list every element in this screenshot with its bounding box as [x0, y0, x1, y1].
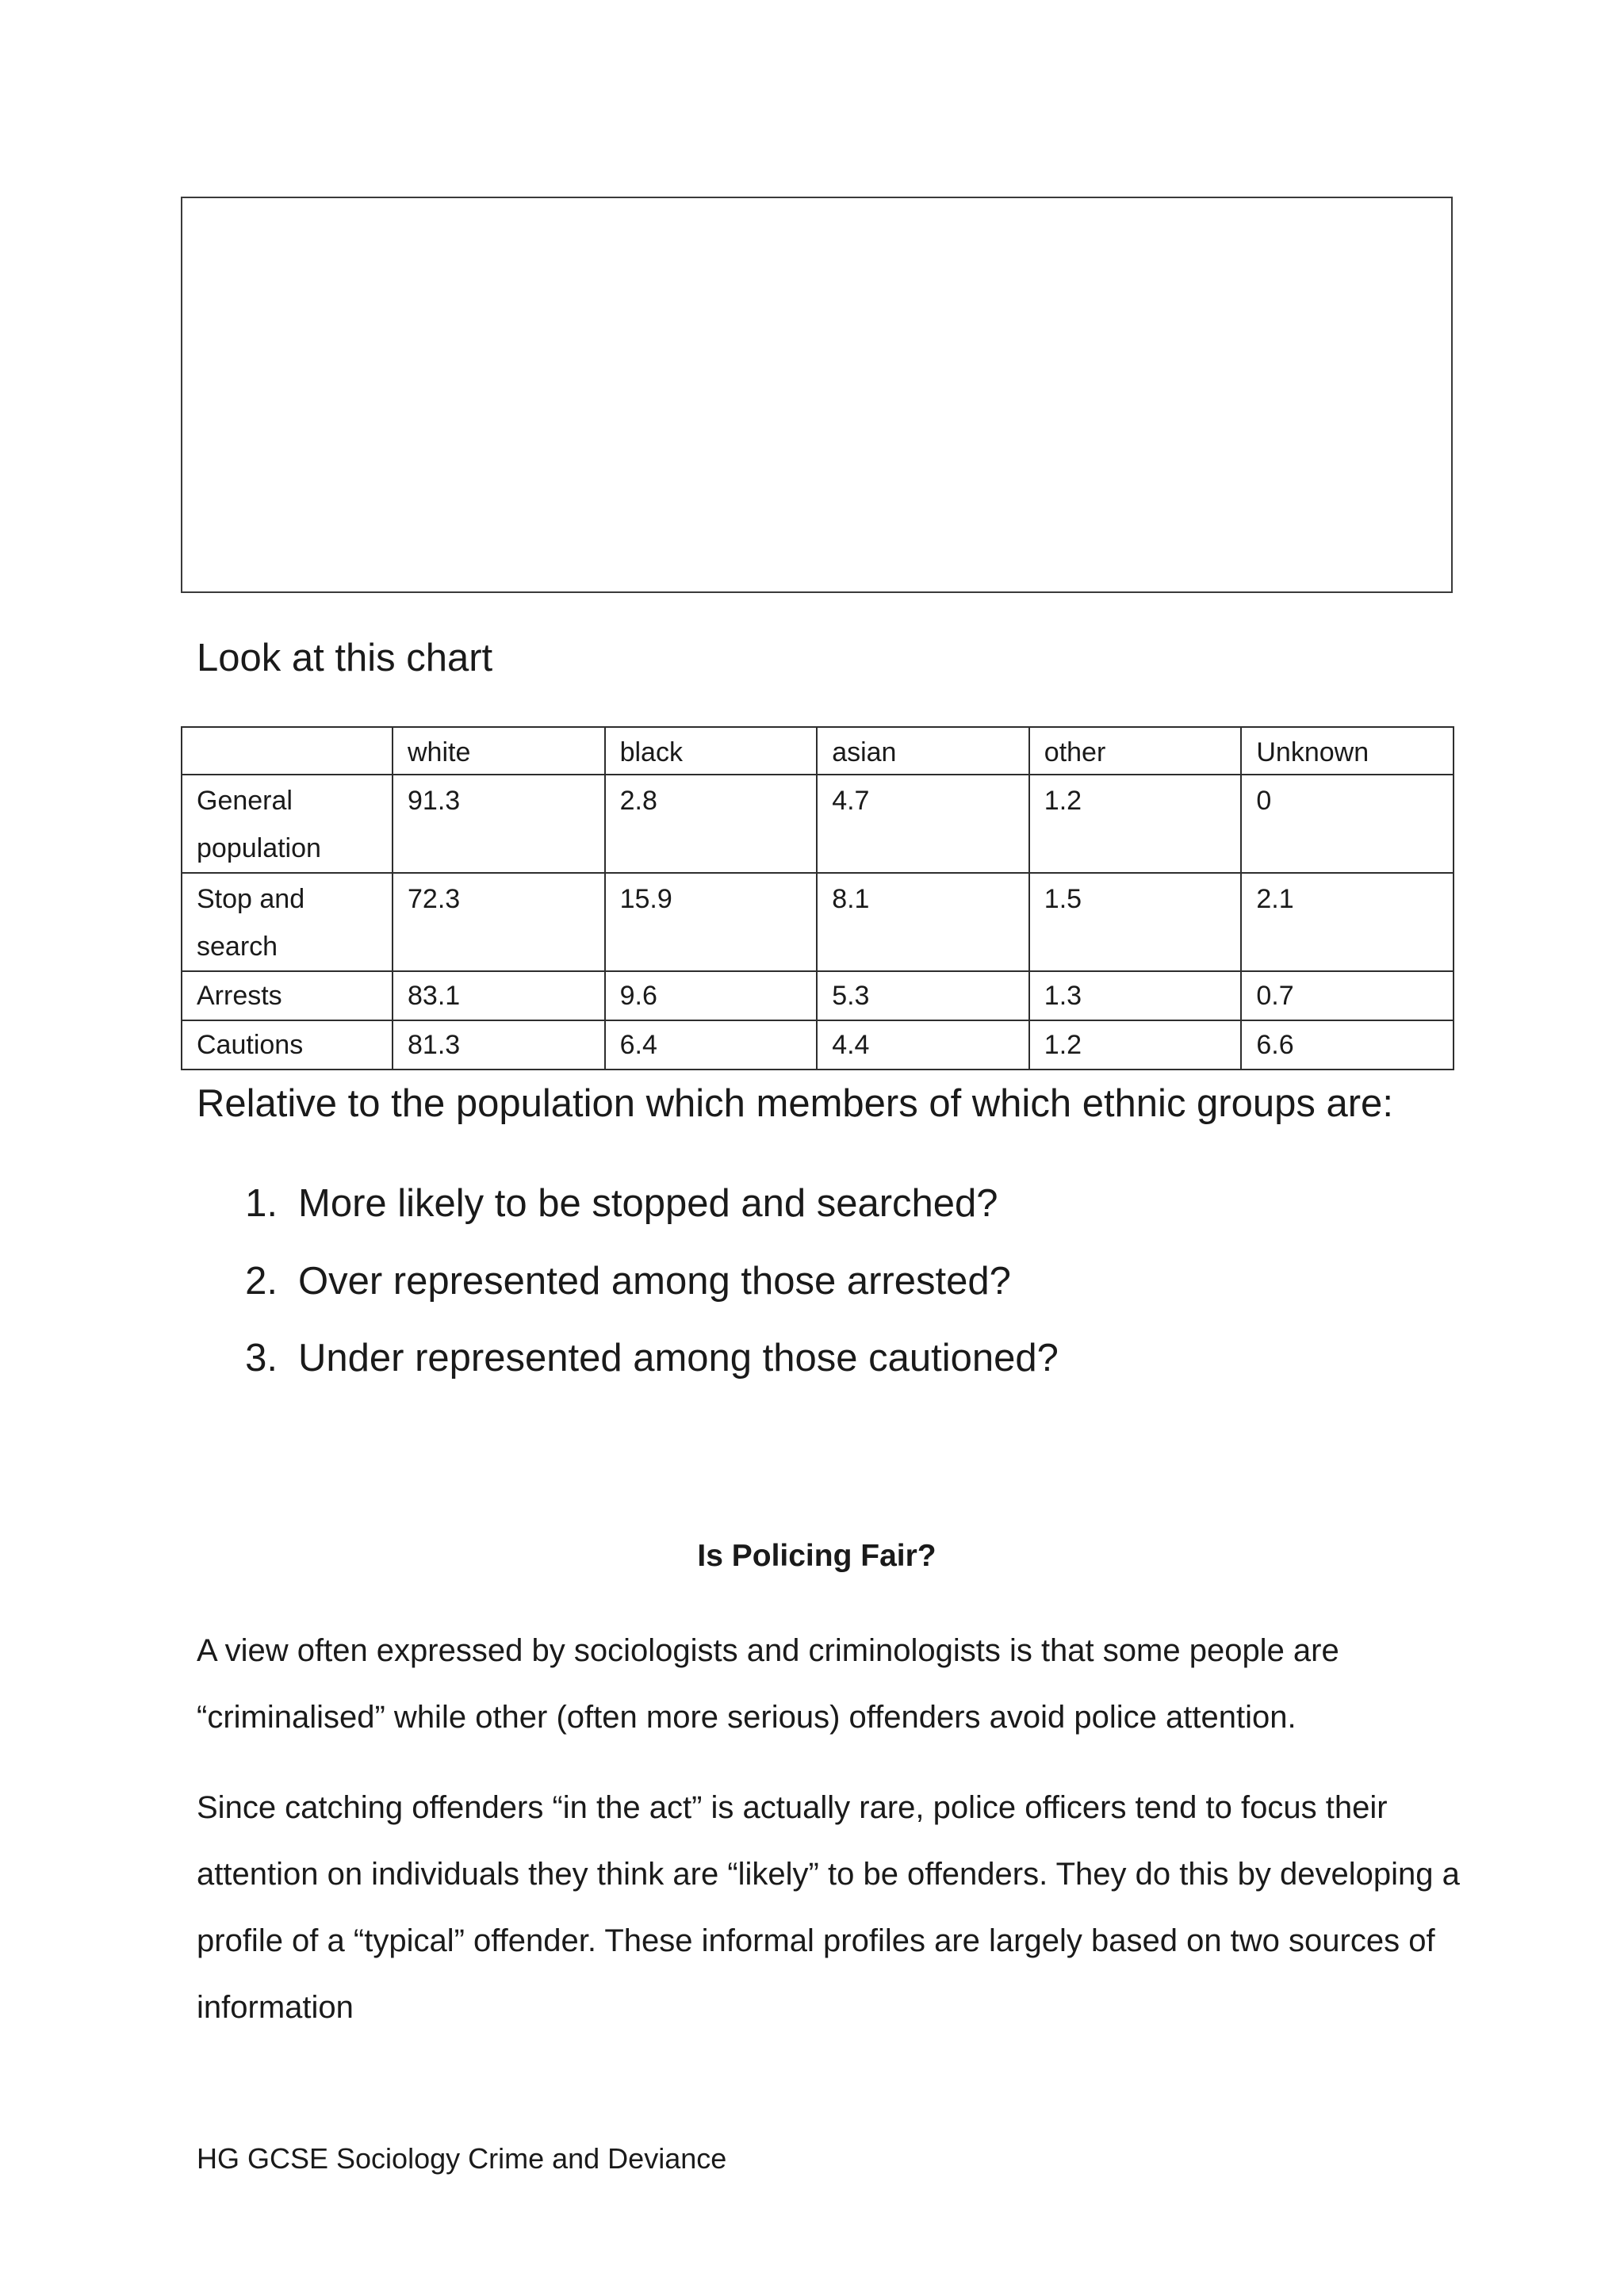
row-label: Stop and search	[182, 873, 393, 971]
question-text: Under represented among those cautioned?	[298, 1337, 1059, 1380]
ethnicity-table	[181, 726, 1454, 1070]
question-number: 2.	[245, 1259, 278, 1303]
table-header-cell	[182, 727, 393, 775]
table-header-cell: Unknown	[1241, 727, 1454, 775]
table-cell: 6.6	[1241, 1020, 1454, 1070]
table-cell: 4.7	[817, 775, 1029, 873]
table-row	[182, 775, 1454, 873]
question-text: Over represented among those arrested?	[298, 1259, 1011, 1303]
blank-chart-box	[181, 197, 1453, 593]
table-cell: 2.1	[1241, 873, 1454, 971]
question-number: 1.	[245, 1182, 278, 1225]
table-cell: 2.8	[605, 775, 818, 873]
list-item	[197, 1180, 1059, 1257]
table-row	[182, 873, 1454, 971]
table-header-cell: black	[605, 727, 818, 775]
question-list	[197, 1180, 1059, 1412]
table-header-cell: other	[1029, 727, 1242, 775]
section-title: Is Policing Fair?	[697, 1539, 936, 1573]
table-row	[182, 971, 1454, 1020]
paragraph: Since catching offenders “in the act” is actually rare, police officers tend to focus their attention on individuals they think are “likely” to be offenders. They do this by developing a profile of a “typical” offender. These informal profiles are largely based on two sources of information	[197, 1790, 1460, 2025]
table-cell: 0	[1241, 775, 1454, 873]
table-cell: 72.3	[393, 873, 605, 971]
paragraph: A view often expressed by sociologists and criminologists is that some people are “criminalised” while other (often more serious) offenders avoid police attention.	[197, 1633, 1339, 1735]
row-label: Arrests	[182, 971, 393, 1020]
table-cell: 8.1	[817, 873, 1029, 971]
table-cell: 91.3	[393, 775, 605, 873]
row-label: Cautions	[182, 1020, 393, 1070]
list-item	[197, 1334, 1059, 1412]
table-cell: 83.1	[393, 971, 605, 1020]
table-cell: 15.9	[605, 873, 818, 971]
table-row	[182, 1020, 1454, 1070]
table-header-cell: white	[393, 727, 605, 775]
table-cell: 6.4	[605, 1020, 818, 1070]
question-text: More likely to be stopped and searched?	[298, 1182, 998, 1225]
table-cell: 1.3	[1029, 971, 1242, 1020]
table-cell: 4.4	[817, 1020, 1029, 1070]
intro-text: Look at this chart	[197, 637, 493, 679]
table-cell: 81.3	[393, 1020, 605, 1070]
table-cell: 5.3	[817, 971, 1029, 1020]
list-item	[197, 1257, 1059, 1335]
table-cell: 0.7	[1241, 971, 1454, 1020]
row-label: General population	[182, 775, 393, 873]
table-cell: 1.2	[1029, 775, 1242, 873]
table-cell: 1.5	[1029, 873, 1242, 971]
table-header-cell: asian	[817, 727, 1029, 775]
table-header-row	[182, 727, 1454, 775]
page-footer: HG GCSE Sociology Crime and Deviance	[197, 2142, 727, 2175]
table-cell: 1.2	[1029, 1020, 1242, 1070]
question-lead: Relative to the population which members of which ethnic groups are:	[197, 1082, 1393, 1125]
question-number: 3.	[245, 1337, 278, 1380]
table-cell: 9.6	[605, 971, 818, 1020]
